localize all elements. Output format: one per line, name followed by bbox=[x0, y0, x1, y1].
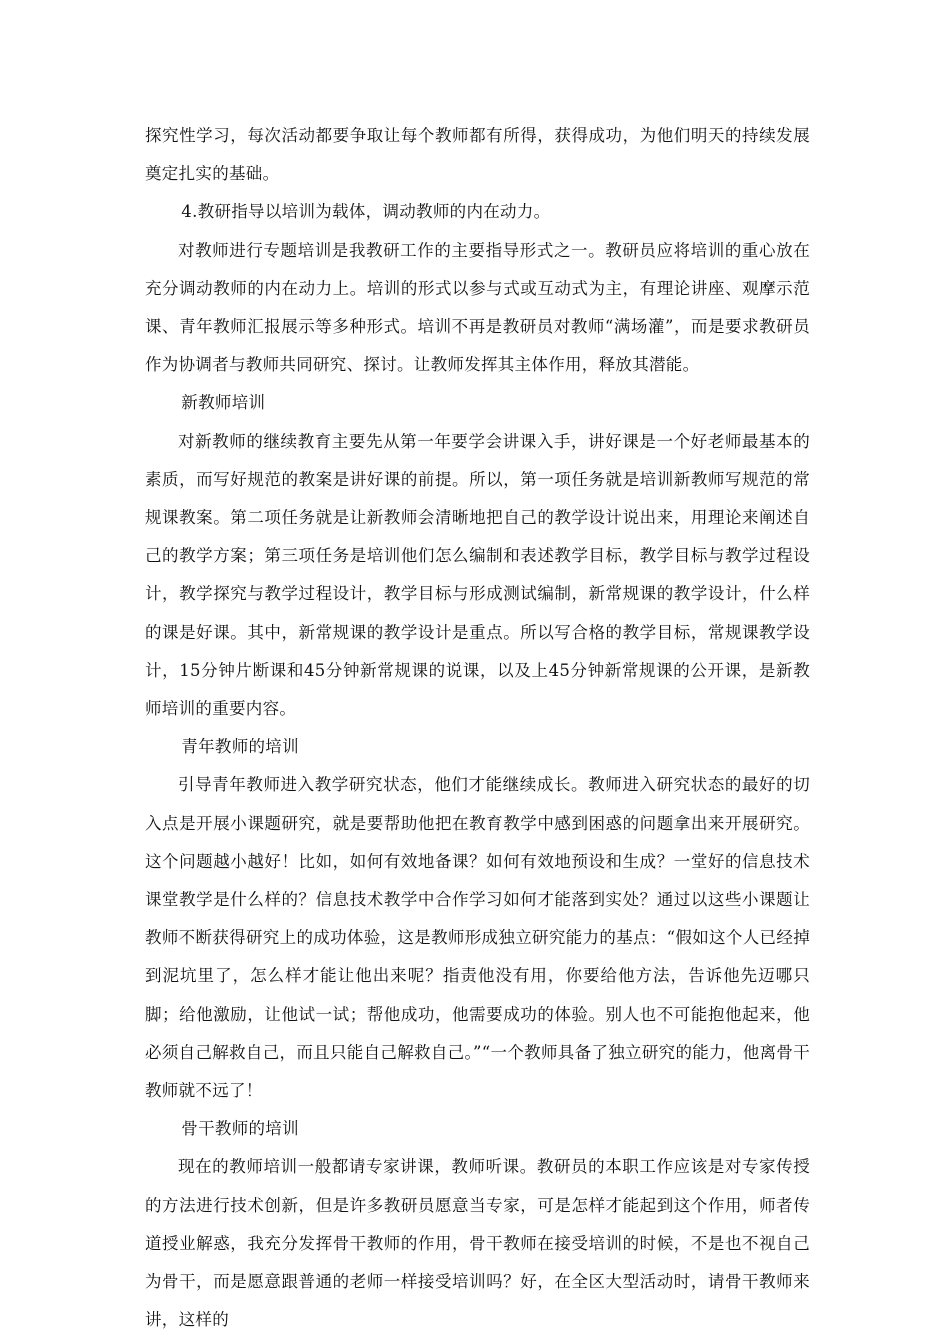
heading-young-teacher-training: 青年教师的培训 bbox=[181, 737, 299, 757]
numbered-point-4: 4.教研指导以培训为载体，调动教师的内在动力。 bbox=[181, 202, 551, 222]
paragraph-continuation: 探究性学习，每次活动都要争取让每个教师都有所得，获得成功，为他们明天的持续发展奠定扎实的基础。 bbox=[145, 126, 810, 184]
paragraph-young-teacher: 引导青年教师进入教学研究状态，他们才能继续成长。教师进入研究状态的最好的切入点是开展小课题研究，就是要帮助他把在教育教学中感到困惑的问题拿出来开展研究。这个问题越小越好！比如，如何有效地备课？如何有效地预设和生成？一堂好的信息技术课堂教学是什么样的？信息技术教学中合作学习如何才能落到实处？通过以这些小课题让教师不断获得研究上的成功体验，这是教师形成独立研究能力的基点：“假如这个人已经掉到泥坑里了，怎么样才能让他出来呢？指责他没有用，你要给他方法，告诉他先迈哪只脚；给他激励，让他试一试；帮他成功，他需要成功的体验。别人也不可能抱他起来，他必须自己解救自己，而且只能自己解救自己。”“一个教师具备了独立研究的能力，他离骨干教师就不远了！ bbox=[145, 775, 810, 1101]
heading-backbone-teacher-training: 骨干教师的培训 bbox=[181, 1119, 299, 1139]
paragraph-training-intro: 对教师进行专题培训是我教研工作的主要指导形式之一。教研员应将培训的重心放在充分调动教师的内在动力上。培训的形式以参与式或互动式为主，有理论讲座、观摩示范课、青年教师汇报展示等多种形式。培训不再是教研员对教师“满场灌”，而是要求教研员作为协调者与教师共同研究、探讨。让教师发挥其主体作用，释放其潜能。 bbox=[145, 240, 810, 375]
paragraph-backbone-teacher: 现在的教师培训一般都请专家讲课，教师听课。教研员的本职工作应该是对专家传授的方法进行技术创新，但是许多教研员愿意当专家，可是怎样才能起到这个作用，师者传道授业解惑，我充分发挥骨干教师的作用，骨干教师在接受培训的时候，不是也不视自己为骨干，而是愿意跟普通的老师一样接受培训吗？好，在全区大型活动时，请骨干教师来讲，这样的 bbox=[145, 1157, 810, 1330]
heading-new-teacher-training: 新教师培训 bbox=[181, 393, 266, 413]
paragraph-new-teacher: 对新教师的继续教育主要先从第一年要学会讲课入手，讲好课是一个好老师最基本的素质，而写好规范的教案是讲好课的前提。所以，第一项任务就是培训新教师写规范的常规课教案。第二项任务就是让新教师会清晰地把自己的教学设计说出来，用理论来阐述自己的教学方案；第三项任务是培训他们怎么编制和表述教学目标，教学目标与教学过程设计，教学探究与教学过程设计，教学目标与形成测试编制，新常规课的教学设计，什么样的课是好课。其中，新常规课的教学设计是重点。所以写合格的教学目标，常规课教学设计，15分钟片断课和45分钟新常规课的说课，以及上45分钟新常规课的公开课，是新教师培训的重要内容。 bbox=[145, 431, 810, 719]
document-body bbox=[145, 117, 810, 1340]
